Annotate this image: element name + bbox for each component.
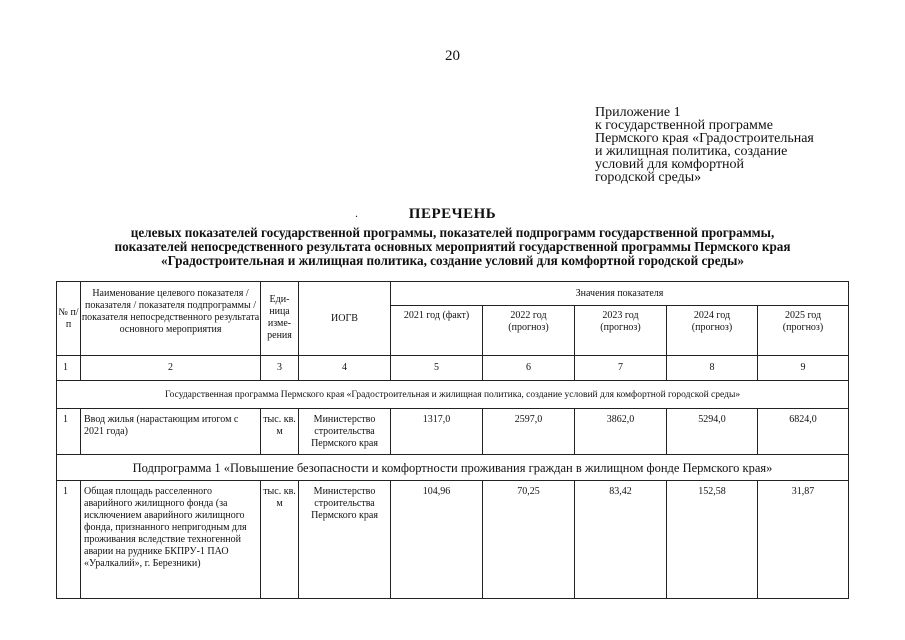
indicators-table	[56, 281, 849, 599]
page-number: 20	[445, 48, 460, 64]
header-num: № п/п	[57, 282, 81, 356]
subtitle-line: «Градостроительная и жилищная политика, создание условий для комфортной городской среды»	[161, 253, 744, 268]
column-number: 7	[575, 356, 667, 381]
appendix-line: Пермского края «Градостроительная	[595, 131, 814, 146]
row-unit: тыс. кв. м	[261, 481, 299, 599]
header-iogv: ИОГВ	[299, 282, 391, 356]
subtitle-line: целевых показателей государственной программы, показателей подпрограмм государственной программы,	[130, 225, 775, 240]
row-value-2025: 6824,0	[758, 409, 849, 455]
document-title: ПЕРЕЧЕНЬ	[408, 206, 497, 222]
row-indicator-name: Общая площадь расселенного аварийного жилищного фонда (за исключением аварийного жилищного фонда, признанного непригодным для проживания вследствие техногенной аварии на руднике БКПРУ-1 ПАО «Уралкалий», г. Березники)	[81, 481, 261, 599]
appendix-note	[595, 106, 875, 184]
row-value-2021: 1317,0	[391, 409, 483, 455]
column-number: 4	[299, 356, 391, 381]
row-value-2025: 31,87	[758, 481, 849, 599]
column-number-row	[57, 356, 849, 381]
column-number: 3	[261, 356, 299, 381]
appendix-line: городской среды»	[595, 170, 702, 185]
row-value-2022: 2597,0	[483, 409, 575, 455]
header-year-2021: 2021 год (факт)	[391, 306, 483, 356]
table-row	[57, 481, 849, 599]
column-number: 2	[81, 356, 261, 381]
row-value-2023: 83,42	[575, 481, 667, 599]
row-num: 1	[57, 409, 81, 455]
program-section-row	[57, 381, 849, 409]
row-value-2022: 70,25	[483, 481, 575, 599]
header-row-1	[57, 282, 849, 306]
column-number: 1	[57, 356, 81, 381]
document-subtitle	[40, 226, 865, 268]
column-number: 9	[758, 356, 849, 381]
column-number: 5	[391, 356, 483, 381]
column-number: 8	[667, 356, 758, 381]
header-name: Наименование целевого показателя / показателя / показателя подпрограммы / показателя непосредственного результата основного мероприятия	[81, 282, 261, 356]
row-iogv: Министерство строительства Пермского края	[299, 481, 391, 599]
row-indicator-name: Ввод жилья (нарастающим итогом с 2021 года)	[81, 409, 261, 455]
row-value-2021: 104,96	[391, 481, 483, 599]
row-iogv: Министерство строительства Пермского края	[299, 409, 391, 455]
row-value-2024: 152,58	[667, 481, 758, 599]
appendix-line: условий для комфортной	[595, 157, 745, 172]
program-section-title: Государственная программа Пермского края «Градостроительная и жилищная политика, создание условий для комфортной городской среды»	[57, 381, 849, 409]
header-year-2024: 2024 год (прогноз)	[667, 306, 758, 356]
row-unit: тыс. кв. м	[261, 409, 299, 455]
row-value-2024: 5294,0	[667, 409, 758, 455]
appendix-line: Приложение 1	[595, 105, 681, 120]
header-year-2022: 2022 год (прогноз)	[483, 306, 575, 356]
header-unit: Еди-ница изме-рения	[261, 282, 299, 356]
header-values-group: Значения показателя	[391, 282, 849, 306]
subtitle-line: показателей непосредственного результата основных мероприятий государственной программы Пермского края	[114, 239, 791, 254]
header-year-2025: 2025 год (прогноз)	[758, 306, 849, 356]
row-value-2023: 3862,0	[575, 409, 667, 455]
row-num: 1	[57, 481, 81, 599]
appendix-line: к государственной программе	[595, 118, 773, 133]
column-number: 6	[483, 356, 575, 381]
subprogram-section-title: Подпрограмма 1 «Повышение безопасности и комфортности проживания граждан в жилищном фонде Пермского края»	[57, 455, 849, 481]
header-year-2023: 2023 год (прогноз)	[575, 306, 667, 356]
scan-dot: .	[355, 206, 358, 220]
table-row	[57, 409, 849, 455]
subprogram-section-row	[57, 455, 849, 481]
appendix-line: и жилищная политика, создание	[595, 144, 788, 159]
